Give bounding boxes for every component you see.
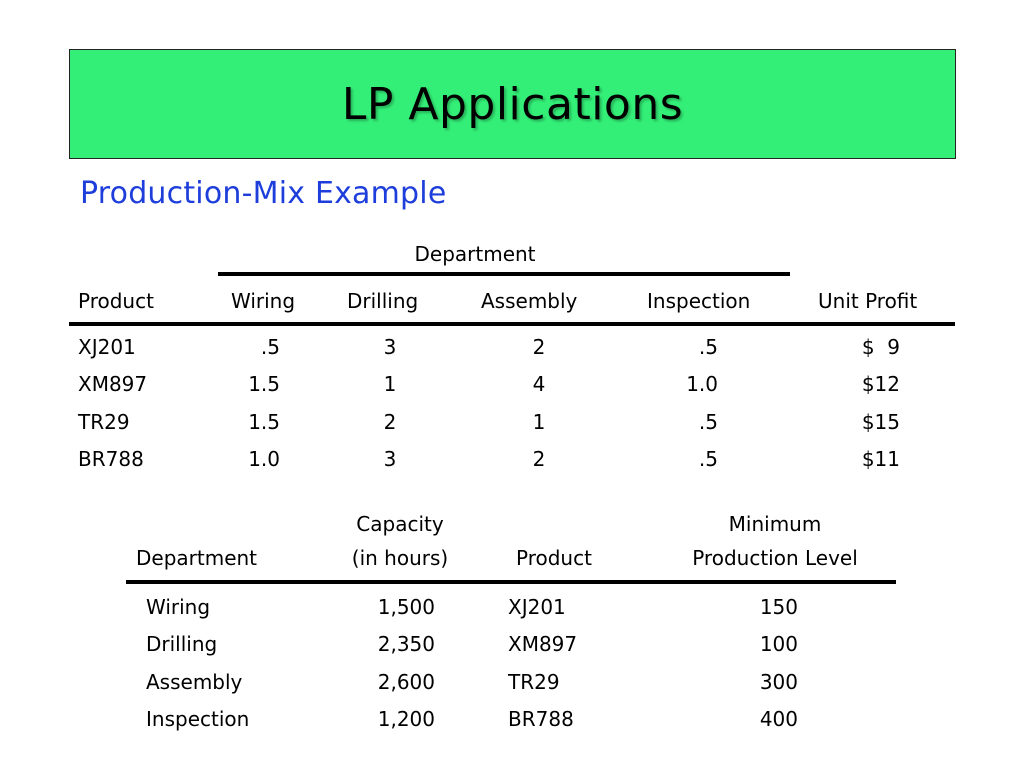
header-product: Product	[516, 546, 592, 570]
table-row-wiring: 1.0	[248, 447, 280, 471]
table-row-capacity: 1,500	[377, 595, 435, 619]
table-row-minimum: 400	[759, 707, 798, 731]
table-row-minimum: 300	[759, 670, 798, 694]
table-row-product: XM897	[78, 372, 148, 396]
table-row-wiring: .5	[260, 335, 280, 359]
header-unit-profit: Unit Profit	[818, 289, 918, 313]
table-row-capacity: 2,350	[377, 632, 435, 656]
table-row-department: Assembly	[146, 670, 243, 694]
table-row-minimum: 150	[759, 595, 798, 619]
header-drilling: Drilling	[347, 289, 419, 313]
table-row-product: XJ201	[78, 335, 136, 359]
table-row-unit-profit: $ 9	[861, 335, 900, 359]
table-row-inspection: .5	[698, 335, 718, 359]
table-row-assembly: 4	[532, 372, 546, 396]
department-group-header: Department	[414, 242, 536, 266]
table-row-unit-profit: $12	[861, 372, 900, 396]
title-box	[69, 49, 956, 159]
capacity-header-rule	[126, 580, 896, 584]
table-row-unit-profit: $15	[861, 410, 900, 434]
table-row-capacity: 2,600	[377, 670, 435, 694]
table-row-inspection: 1.0	[686, 372, 718, 396]
header-inspection: Inspection	[647, 289, 751, 313]
slide-title: LP Applications	[341, 78, 684, 130]
slide-subtitle: Production-Mix Example	[80, 176, 447, 211]
table-row-minimum: 100	[759, 632, 798, 656]
table-row-assembly: 2	[532, 447, 546, 471]
table-row-capacity: 1,200	[377, 707, 435, 731]
table-row-wiring: 1.5	[248, 372, 280, 396]
header-minimum-line2: Production Level	[692, 546, 858, 570]
table-row-department: Wiring	[146, 595, 211, 619]
table-row-drilling: 3	[383, 335, 397, 359]
header-minimum-line1: Minimum	[728, 512, 822, 536]
table-row-unit-profit: $11	[861, 447, 900, 471]
department-group-rule	[218, 272, 790, 276]
header-department: Department	[136, 546, 258, 570]
table-row-assembly: 2	[532, 335, 546, 359]
header-capacity-line1: Capacity	[356, 512, 444, 536]
table-row-product: XM897	[508, 632, 578, 656]
table-row-department: Drilling	[146, 632, 218, 656]
header-product: Product	[78, 289, 154, 313]
table-row-product: XJ201	[508, 595, 566, 619]
table-row-product: TR29	[508, 670, 560, 694]
table-row-inspection: .5	[698, 410, 718, 434]
header-capacity-line2: (in hours)	[351, 546, 449, 570]
table-row-department: Inspection	[146, 707, 250, 731]
header-assembly: Assembly	[481, 289, 578, 313]
table-row-product: BR788	[508, 707, 574, 731]
table-row-product: BR788	[78, 447, 144, 471]
table-row-inspection: .5	[698, 447, 718, 471]
table-row-drilling: 1	[383, 372, 397, 396]
table-row-drilling: 2	[383, 410, 397, 434]
table-row-wiring: 1.5	[248, 410, 280, 434]
header-rule	[69, 322, 955, 326]
table-row-assembly: 1	[532, 410, 546, 434]
table-row-product: TR29	[78, 410, 130, 434]
table-row-drilling: 3	[383, 447, 397, 471]
header-wiring: Wiring	[231, 289, 296, 313]
